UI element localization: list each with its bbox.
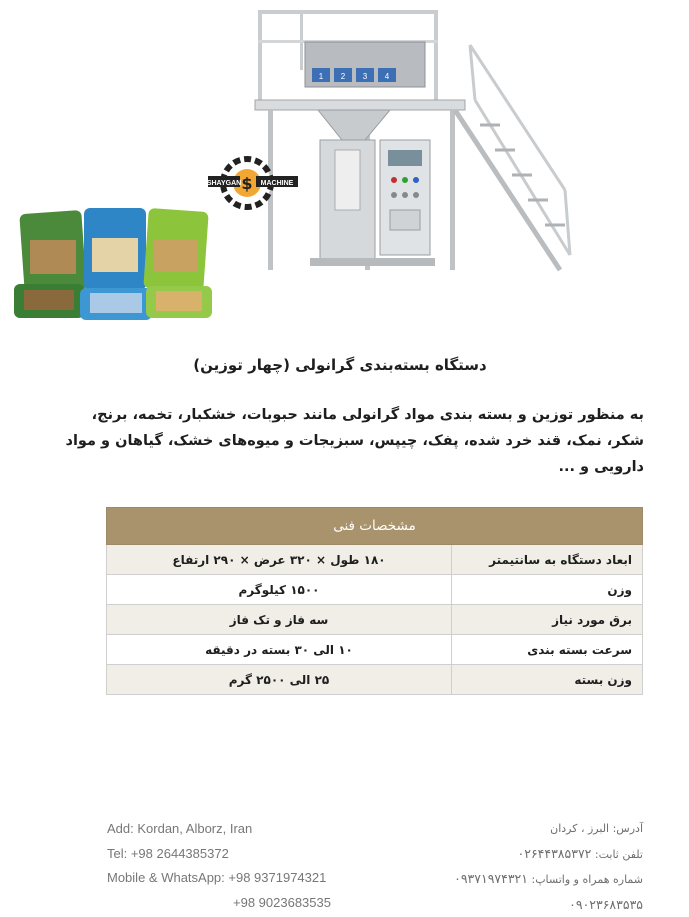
footer-mobile-fa <box>454 867 643 893</box>
footer-mobile-2-fa: ۰۹۰۲۳۶۸۳۵۳۵ <box>569 896 643 912</box>
spec-label: سرعت بسته بندی <box>452 635 643 665</box>
footer-mobile: Mobile & WhatsApp: +98 9371974321 <box>107 870 327 885</box>
footer-tel-value-fa: ۰۲۶۴۴۳۸۵۳۷۲ <box>517 845 592 861</box>
specifications-header: مشخصات فنی <box>107 508 643 545</box>
footer-mobile-value-fa: ۰۹۳۷۱۹۷۴۳۲۱ <box>454 871 528 886</box>
spec-label: برق مورد نیاز <box>452 605 643 635</box>
footer-tel-fa <box>454 842 643 868</box>
spec-label: وزن بسته <box>452 665 643 695</box>
footer-contact-english <box>107 817 331 915</box>
spec-value: ۲۵ الی ۲۵۰۰ گرم <box>107 665 452 695</box>
footer-tel: Tel: +98 2644385372 <box>107 845 229 861</box>
svg-text:$: $ <box>241 174 253 193</box>
hopper-number: 1 <box>318 72 324 81</box>
hopper-number: 4 <box>384 72 390 81</box>
table-row <box>107 545 643 575</box>
hopper-number: 2 <box>340 72 346 81</box>
footer-address: Add: Kordan, Alborz, Iran <box>107 821 253 836</box>
spec-label: ابعاد دستگاه به سانتیمتر <box>452 545 643 575</box>
spec-value: سه فاز و تک فاز <box>107 605 452 635</box>
specifications-table <box>106 507 643 695</box>
hopper-number: 3 <box>362 72 368 81</box>
table-row <box>107 605 643 635</box>
product-description: به منظور توزین و بسته بندی مواد گرانولی مانند حبوبات، خشکبار، تخمه، برنج، شکر، نمک، قند خرد شده، پفک، چیپس، سبزیجات و میوه‌های خشک، گیاهان و مواد دارویی و ... <box>65 407 644 475</box>
logo-text-shaygan: SHAYGAN <box>206 180 242 187</box>
product-hero-image <box>0 0 689 340</box>
spec-label: وزن <box>452 575 643 605</box>
packaging-machine-illustration <box>255 10 570 270</box>
table-row <box>107 635 643 665</box>
logo-text-machine: MACHINE <box>260 180 294 187</box>
footer-contact-persian <box>454 817 643 917</box>
spec-value: ۱۵۰۰ کیلوگرم <box>107 575 452 605</box>
specifications-header-row <box>107 508 643 545</box>
footer-tel-label-fa: تلفن ثابت: <box>594 847 643 861</box>
table-row <box>107 665 643 695</box>
table-row <box>107 575 643 605</box>
footer-address-fa: آدرس: البرز ، کردان <box>550 822 643 835</box>
footer-mobile-label-fa: شماره همراه و واتساپ: <box>531 873 643 886</box>
packaged-products-image <box>14 208 212 320</box>
spec-value: ۱۸۰ طول × ۳۲۰ عرض × ۲۹۰ ارتفاع <box>107 545 452 575</box>
shaygan-machine-logo <box>207 159 298 207</box>
footer-mobile-2: +98 9023683535 <box>233 894 331 910</box>
product-title: دستگاه بسته‌بندی گرانولی (چهار توزین) <box>193 356 487 374</box>
spec-value: ۱۰ الی ۳۰ بسته در دقیقه <box>107 635 452 665</box>
